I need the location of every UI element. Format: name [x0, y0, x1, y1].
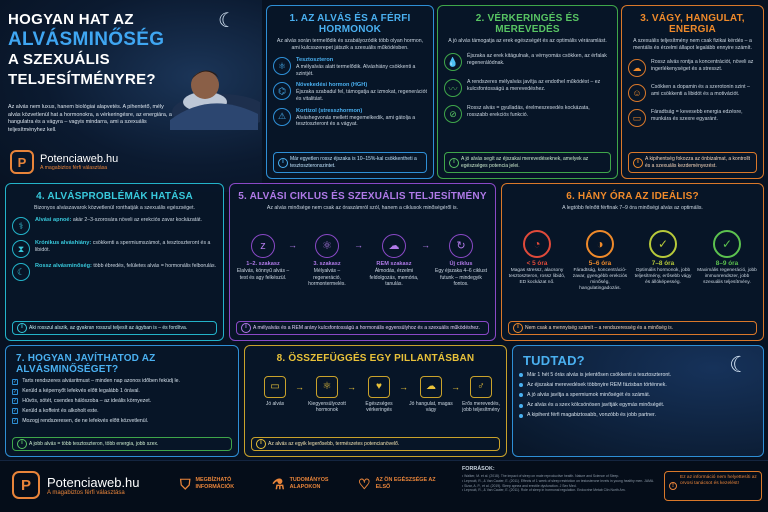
- section-improve-sleep: [5, 345, 239, 457]
- section-subtitle: Az alvás során termelődik és szabályozódik több olyan hormon, ami kulcsszerepet játszik a szexuális működésben.: [276, 38, 424, 51]
- reference-item: • Walker, M. et al. (2018). The impact of sleep on male reproductive health. Nature and Science of Sleep.: [462, 474, 620, 478]
- hours-step: ✓ 8–9 óra Maximális regeneráció, jobb immunrendszer, jobb szexuális teljesítmény.: [696, 230, 758, 286]
- item-text: Rossz alvás = gyulladás, érelmeszesedés kockázata, rosszabb erekciós funkció.: [467, 105, 590, 118]
- lungs-icon: ⚕: [12, 217, 30, 235]
- fact-item: Az éjszakai merevedések többnyire REM fázisban történnek.: [519, 382, 757, 389]
- shield-check-icon: ⛉: [180, 475, 191, 492]
- cycle-icon: ↻: [449, 234, 473, 258]
- mood-icon: ☺: [628, 84, 646, 102]
- section-subtitle: A szexuális teljesítmény nem csak fizikai kérdés – a mentális és érzelmi állapot legalább ennyire számít.: [633, 38, 752, 51]
- info-note: i A jobb alvás = több tesztoszteron, több energia, jobb szex.: [12, 437, 232, 451]
- brain-icon: ☁: [628, 59, 646, 77]
- item-heading: Krónikus alváshiány:: [35, 240, 92, 246]
- fact-item: A kipihent férfi magabiztosabb, vonzóbb és jobb partner.: [519, 412, 757, 419]
- check-icon: ✓: [13, 378, 18, 385]
- cycle-step: ↻ Új ciklus Egy éjszaka 4–6 ciklust futunk – mindegyik fontos.: [432, 234, 490, 287]
- molecule-icon: ⚛: [316, 376, 338, 398]
- flask-icon: ⚗: [272, 475, 285, 492]
- item-text: Rossz alvás rontja a koncentrációt, növeli az ingerlékenységet és a stresszt.: [651, 59, 754, 72]
- hours-step: ✓ 7–8 óra Optimális hormonok, jobb teljesítmény, erősebb vágy és állóképesség.: [634, 230, 692, 286]
- hero-body: Az alvás nem luxus, hanem biológiai alapvetés. A pihentető, mély alvás közvetlenül hat a hormonokra, a vérkeringésre, az energiára, a hangulatra és a vágyra – vagyis mindarra, ami a szexuális teljesítményhez kell.: [8, 104, 172, 133]
- checklist-item: ✓ Tarts rendszeres alvásritmust – minden nap azonos időben feküdj le.: [13, 378, 180, 385]
- check-icon: ✓: [13, 398, 18, 405]
- light-sleep-icon: z: [251, 234, 275, 258]
- fact-item: A jó alvás javítja a spermiumok minőségét és számát.: [519, 392, 757, 399]
- section-ideal-hours: [501, 183, 764, 341]
- section-sleep-cycle: [229, 183, 496, 341]
- fact-item: Már 1 hét 5 órás alvás is jelentősen csökkenti a tesztoszteront.: [519, 372, 757, 379]
- flow-item: ⚛ Kiegyensúlyozott hormonok: [303, 376, 351, 413]
- flow-item: ♂ Erős merevedés, jobb teljesítmény: [457, 376, 505, 413]
- item-heading: Tesztoszteron: [296, 57, 334, 63]
- item-text: A mélyalvás alatt termelődik. Alváshiány csökkenti a szintjét.: [296, 63, 416, 77]
- brand-tagline: A magabiztos férfi választása: [47, 489, 125, 496]
- section-subtitle: Bizonyos alvászavarok közvetlenül ronthatják a szexuális egészséget.: [34, 205, 195, 211]
- check-icon: ✓: [13, 408, 18, 415]
- item-text: A rendszeres mélyalvás javítja az endothel működést – ez kulcsfontosságú a merevedéshez.: [467, 79, 601, 92]
- info-note: i Aki rosszul alszik, az gyakran rosszul teljesít az ágyban is – és fordítva.: [12, 321, 217, 335]
- section-sleep-problems: [5, 183, 224, 341]
- reference-item: • Leproult, R., & Van Cauter, E. (2011). Role of sleep in hormonal regulation. Endocrine Metab Clin North Am.: [462, 488, 626, 493]
- dna-icon: ⌬: [273, 82, 291, 100]
- trust-badge: ⛉ MEGBÍZHATÓ INFORMÁCIÓK: [180, 475, 235, 492]
- checklist-item: ✓ Hűvös, sötét, csendes hálószoba – az ideális környezet.: [13, 398, 152, 405]
- item-text: csökkenti a spermiumszámot, a tesztoszteront és a libidót.: [35, 240, 211, 253]
- hero: [0, 0, 262, 192]
- check-icon: ✓: [13, 418, 18, 425]
- section-title: 3. VÁGY, HANGULAT, ENERGIA: [640, 13, 745, 35]
- checklist-item: ✓ Kerüld a képernyőt lefekvés előtt legalább 1 órával.: [13, 388, 140, 395]
- moon-icon: ☾: [729, 352, 749, 377]
- disclaimer: ! Ez az információ nem helyettesíti az orvosi tanácsot és kezelést!: [664, 471, 762, 501]
- item-text: akár 2–3-szorosára növeli az erekciós zavar kockázatát.: [72, 217, 202, 223]
- item-heading: Növekedési hormon (HGH): [296, 82, 368, 89]
- arrow-icon: →: [451, 382, 460, 392]
- arrow-icon: →: [399, 382, 408, 392]
- male-symbol-icon: ♂: [470, 376, 492, 398]
- blood-drop-icon: 💧: [444, 53, 462, 71]
- deep-sleep-icon: ⚛: [315, 234, 339, 258]
- broken-sleep-icon: ☾: [12, 263, 30, 281]
- section-title: 2. VÉRKERINGÉS ÉS MEREVEDÉS: [475, 13, 580, 35]
- arrow-icon: →: [347, 382, 356, 392]
- brand-name: Potenciaweb.hu: [47, 474, 140, 490]
- checklist-item: ✓ Kerüld a koffeint és alkoholt este.: [13, 408, 99, 415]
- references-title: FORRÁSOK:: [462, 466, 495, 472]
- section-title: 7. HOGYAN JAVÍTHATOD AZ ALVÁSMINŐSÉGET?: [16, 353, 156, 375]
- brand-name: Potenciaweb.hu: [40, 153, 119, 165]
- item-text: Csökken a dopamin és a szerotonin szint – ami csökkenti a libidót és a motivációt.: [651, 84, 750, 97]
- item-heading: Kortizol (stresszhormon): [296, 107, 363, 114]
- flow-item: ▭ Jó alvás: [251, 376, 299, 407]
- section-subtitle: A legtöbb felnőtt férfinak 7–9 óra minőségi alvás az optimális.: [562, 205, 703, 211]
- check-icon: ✓: [13, 388, 18, 395]
- section-overview: [244, 345, 507, 457]
- arrow-icon: →: [288, 240, 297, 250]
- reference-item: • Sizar, A. P., et al. (2019). Sleep apnea and erectile dysfunction. J Sex Med.: [462, 483, 577, 488]
- logo-icon: P: [12, 471, 40, 499]
- heart-pulse-icon: ♡: [358, 475, 371, 492]
- footer: [0, 460, 768, 512]
- flow-item: ♥ Egészséges vérkeringés: [355, 376, 403, 413]
- brand-tagline: A magabiztos férfi választása: [40, 165, 108, 171]
- info-note: i A kipihentség fokozza az önbizalmat, a kontrollt és a szexuális kezdeményezést.: [628, 152, 757, 173]
- item-text: Alváshegvonás mellett megemelkedik, ami gátolja a tesztoszteront és a vágyat.: [296, 114, 416, 128]
- references: [462, 466, 660, 493]
- hours-step: ◑ 5–6 óra Fáradtság, koncentráció-zavar, gyengébb erekciós minőség, hangulatingadozás.: [570, 230, 630, 292]
- item-heading: Alvási apnoé:: [35, 217, 72, 223]
- section-desire: [621, 5, 764, 179]
- section-subtitle: Az alvás minősége nem csak az óraszámról szól, hanem a ciklusok minőségéről is.: [266, 205, 459, 211]
- info-note: i A jó alvás segít az éjszakai merevedéseknek, amelyek az egészséges potencia jelei.: [444, 152, 611, 173]
- section-title: 5. ALVÁSI CIKLUS ÉS SZEXUÁLIS TELJESÍTMÉNY: [238, 191, 487, 202]
- heart-icon: ♥: [368, 376, 390, 398]
- trust-badge: ♡ AZ ÖN EGÉSZSÉGE AZ ELSŐ: [358, 475, 436, 492]
- cycle-step: z 1–2. szakasz Elalvás, könnyű alvás – test és agy felkészül.: [236, 234, 290, 281]
- logo-icon: P: [10, 150, 34, 174]
- item-text: Fáradtság = kevesebb energia edzésre, munkára és szexre egyaránt.: [651, 109, 743, 122]
- info-note: i Nem csak a mennyiség számít – a rendszeresség és a minőség is.: [508, 321, 757, 335]
- info-note: i A mélyalvás és a REM arány kulcsfontosságú a hormonális egyensúlyhoz és a szexuális működéshez.: [236, 321, 489, 335]
- section-circulation: [437, 5, 618, 179]
- info-icon: !: [669, 482, 677, 490]
- battery-icon: ▭: [628, 109, 646, 127]
- hero-title-line4: TELJESÍTMÉNYRE?: [8, 71, 156, 88]
- cycle-step: ⚛ 3. szakasz Mélyalvás – regeneráció, hormontermelés.: [300, 234, 354, 287]
- hero-title-line2: ALVÁSMINŐSÉG: [8, 29, 165, 50]
- info-note: i Az alvás az egyik legerősebb, természetes potencianövelő.: [251, 437, 500, 451]
- item-text: több ébredés, felületes alvás = hormonális felborulás.: [93, 263, 217, 269]
- cycle-step: ☁ REM szakasz Álmodás, érzelmi feldolgozás, memória, tanulás.: [366, 234, 422, 287]
- pulse-icon: 〰: [444, 79, 462, 97]
- section-title: 4. ALVÁSPROBLÉMÁK HATÁSA: [36, 191, 193, 202]
- artery-icon: ⊘: [444, 105, 462, 123]
- clock-icon: ◑: [586, 230, 614, 258]
- fact-item: Az alvás és a szex kölcsönösen javítják egymás minőségét.: [519, 402, 757, 409]
- trust-badge: ⚗ TUDOMÁNYOS ALAPOKON: [272, 475, 329, 492]
- hours-step: ◔ < 5 óra Magas stressz, alacsony tesztoszteron, rossz libidó, ED kockázat nő.: [508, 230, 566, 286]
- info-note: i Már egyetlen rossz éjszaka is 10–15%-kal csökkentheti a tesztoszteronszintet.: [273, 152, 427, 173]
- item-text: Éjszaka szabadul fel, támogatja az izmokat, regenerációt és vitalitást.: [296, 89, 427, 102]
- reference-item: • Leproult, R., & Van Cauter, E. (2011). Effects of 1 week of sleep restriction on testosterone levels in young healthy men. JAMA.: [462, 478, 655, 483]
- footer-brand: [12, 471, 140, 499]
- moon-icon: ☾: [218, 10, 236, 32]
- arrow-icon: →: [295, 382, 304, 392]
- check-clock-icon: ✓: [649, 230, 677, 258]
- bed-icon: ▭: [264, 376, 286, 398]
- item-text: Éjszaka az erek kitágulnak, a vérnyomás csökken, az érfalak regenerálódnak.: [467, 53, 607, 66]
- clock-icon: ◔: [523, 230, 551, 258]
- hourglass-icon: ⧗: [12, 240, 30, 258]
- brain-icon: ☁: [382, 234, 406, 258]
- hero-title-line1: HOGYAN HAT AZ: [8, 11, 134, 28]
- hero-title-line3: A SZEXUÁLIS: [8, 51, 110, 68]
- section-subtitle: A jó alvás támogatja az erek egészségét és az optimális véráramlást.: [448, 38, 607, 44]
- molecule-icon: ⚛: [273, 57, 291, 75]
- warning-icon: ⚠: [273, 108, 291, 126]
- section-title: TUDTAD?: [523, 353, 585, 368]
- section-title: 8. ÖSSZEFÜGGÉS EGY PILLANTÁSBAN: [276, 353, 475, 364]
- item-heading: Rossz alvásminőség:: [35, 263, 92, 269]
- section-hormones: [266, 5, 434, 179]
- arrow-icon: →: [354, 240, 363, 250]
- section-title: 1. AZ ALVÁS ÉS A FÉRFI HORMONOK: [289, 13, 411, 35]
- arrow-icon: →: [421, 240, 430, 250]
- brain-icon: ☁: [420, 376, 442, 398]
- section-did-you-know: [512, 345, 764, 457]
- flow-item: ☁ Jó hangulat, magas vágy: [407, 376, 455, 413]
- checklist-item: ✓ Mozogj rendszeresen, de ne lefekvés előtt közvetlenül.: [13, 417, 149, 425]
- section-title: 6. HÁNY ÓRA AZ IDEÁLIS?: [566, 191, 699, 202]
- brand-logo: [10, 150, 118, 174]
- check-clock-icon: ✓: [713, 230, 741, 258]
